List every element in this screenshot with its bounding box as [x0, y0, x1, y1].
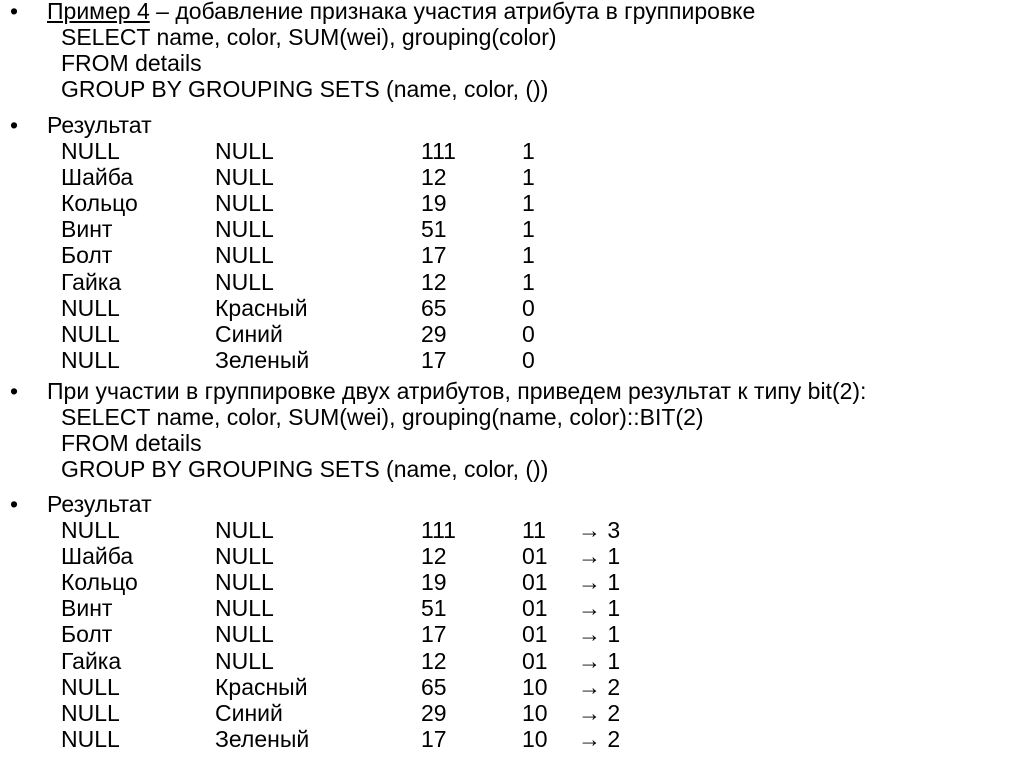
grouping-cell: 01	[522, 647, 548, 674]
bullet-marker: •	[10, 378, 19, 404]
sql-line: SELECT name, color, SUM(wei), grouping(name, color)::BIT(2)	[61, 404, 704, 430]
color-cell: NULL	[215, 242, 274, 269]
name-cell: Шайба	[61, 164, 134, 191]
grouping-cell: 0	[522, 294, 535, 321]
value-cell: → 1	[578, 543, 621, 570]
sum-cell: 19	[421, 569, 447, 596]
color-cell: NULL	[215, 190, 274, 217]
grouping-cell: 1	[522, 164, 535, 191]
name-cell: NULL	[61, 517, 120, 543]
sql-line: SELECT name, color, SUM(wei), grouping(color)	[61, 24, 557, 50]
name-cell: Винт	[61, 595, 113, 622]
value-cell: → 1	[578, 595, 621, 622]
grouping-cell: 10	[522, 725, 548, 752]
grouping-cell: 1	[522, 268, 535, 295]
sum-cell: 19	[421, 190, 447, 217]
grouping-cell: 1	[522, 138, 535, 164]
sum-cell: 17	[421, 621, 447, 648]
name-cell: Гайка	[61, 647, 122, 674]
grouping-cell: 1	[522, 190, 535, 217]
grouping-cell: 10	[522, 699, 548, 726]
grouping-cell: 0	[522, 346, 535, 373]
example-title	[47, 0, 755, 24]
sum-cell: 65	[421, 673, 447, 700]
sum-cell: 12	[421, 647, 447, 674]
value-cell: → 1	[578, 647, 621, 674]
color-cell: Синий	[215, 320, 283, 347]
name-cell: NULL	[61, 138, 120, 164]
sql-line: GROUP BY GROUPING SETS (name, color, ())	[61, 456, 549, 482]
name-cell: NULL	[61, 673, 120, 700]
color-cell: NULL	[215, 216, 274, 243]
color-cell: NULL	[215, 543, 274, 570]
bullet-marker: •	[10, 112, 19, 138]
color-cell: NULL	[215, 138, 274, 164]
sum-cell: 29	[421, 320, 447, 347]
color-cell: NULL	[215, 647, 274, 674]
color-cell: NULL	[215, 517, 274, 543]
sum-cell: 12	[421, 543, 447, 570]
name-cell: NULL	[61, 346, 120, 373]
value-cell: → 1	[578, 621, 621, 648]
bullet-marker: •	[10, 0, 19, 24]
value-cell: → 2	[578, 673, 621, 700]
name-cell: Гайка	[61, 268, 122, 295]
color-cell: NULL	[215, 595, 274, 622]
sum-cell: 17	[421, 346, 447, 373]
color-cell: Зеленый	[215, 725, 310, 752]
color-cell: NULL	[215, 621, 274, 648]
example-description: – добавление признака участия атрибута в группировке	[149, 0, 756, 24]
value-cell: → 1	[578, 569, 621, 596]
grouping-cell: 01	[522, 621, 548, 648]
grouping-cell: 01	[522, 569, 548, 596]
grouping-cell: 0	[522, 320, 535, 347]
bit-description: При участии в группировке двух атрибутов, приведем результат к типу bit(2):	[47, 378, 867, 404]
color-cell: NULL	[215, 164, 274, 191]
color-cell: Красный	[215, 294, 308, 321]
sum-cell: 12	[421, 164, 447, 191]
value-cell: → 2	[578, 725, 621, 752]
value-cell: → 3	[578, 517, 621, 543]
grouping-cell: 11	[522, 517, 546, 543]
sum-cell: 17	[421, 725, 447, 752]
sql-line: FROM details	[61, 50, 202, 76]
sum-cell: 29	[421, 699, 447, 726]
name-cell: NULL	[61, 699, 120, 726]
example-number: Пример 4	[47, 0, 150, 24]
result-heading: Результат	[47, 112, 152, 138]
sum-cell: 17	[421, 242, 447, 269]
grouping-cell: 1	[522, 216, 535, 243]
sql-line: FROM details	[61, 430, 202, 456]
sum-cell: 12	[421, 268, 447, 295]
grouping-cell: 01	[522, 543, 548, 570]
sum-cell: 51	[421, 216, 447, 243]
color-cell: NULL	[215, 569, 274, 596]
result-heading: Результат	[47, 491, 152, 517]
name-cell: Кольцо	[61, 569, 138, 596]
name-cell: NULL	[61, 320, 120, 347]
grouping-cell: 1	[522, 242, 535, 269]
sum-cell: 111	[421, 517, 456, 543]
sum-cell: 111	[421, 138, 456, 164]
bullet-marker: •	[10, 491, 19, 517]
color-cell: Красный	[215, 673, 308, 700]
name-cell: NULL	[61, 725, 120, 752]
sql-line: GROUP BY GROUPING SETS (name, color, ())	[61, 76, 549, 102]
sum-cell: 51	[421, 595, 447, 622]
value-cell: → 2	[578, 699, 621, 726]
grouping-cell: 10	[522, 673, 548, 700]
name-cell: NULL	[61, 294, 120, 321]
sum-cell: 65	[421, 294, 447, 321]
grouping-cell: 01	[522, 595, 548, 622]
name-cell: Кольцо	[61, 190, 138, 217]
name-cell: Шайба	[61, 543, 134, 570]
color-cell: Зеленый	[215, 346, 310, 373]
color-cell: Синий	[215, 699, 283, 726]
name-cell: Болт	[61, 621, 113, 648]
name-cell: Винт	[61, 216, 113, 243]
name-cell: Болт	[61, 242, 113, 269]
color-cell: NULL	[215, 268, 274, 295]
